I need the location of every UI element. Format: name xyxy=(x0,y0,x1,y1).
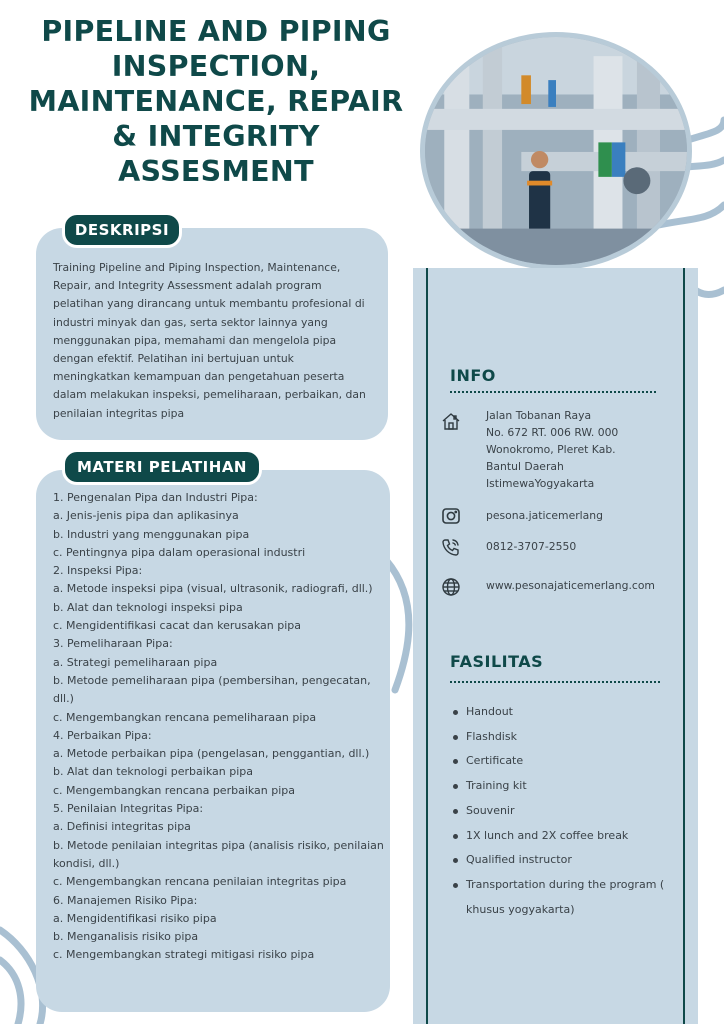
list-item: 2. Inspeksi Pipa: xyxy=(53,564,143,578)
materi-list xyxy=(53,489,389,965)
list-item: Certificate xyxy=(450,749,670,774)
list-item: a. Jenis-jenis pipa dan aplikasinya xyxy=(53,509,239,523)
deskripsi-text: Training Pipeline and Piping Inspection, Maintenance, Repair, and Integrity Assessment adalah program pelatihan yang dirancang untuk membantu profesional di industri minyak dan gas, serta sektor lainnya yang menggunakan pipa, memahami dan mengelola pipa dengan efektif. Pelatihan ini bertujuan untuk meningkatkan kemampuan dan pengetahuan peserta dalam melakukan inspeksi, pemeliharaan, perbaikan, dan penilaian integritas pipa xyxy=(53,261,366,420)
list-item: b. Alat dan teknologi perbaikan pipa xyxy=(53,765,253,779)
phone-icon xyxy=(440,536,462,558)
list-item: b. Metode pemeliharaan pipa (pembersihan, pengecatan, dll.) xyxy=(53,673,371,706)
list-item: Transportation during the program ( khusus yogyakarta) xyxy=(450,873,670,922)
list-item: 1X lunch and 2X coffee break xyxy=(450,824,670,849)
list-item: Flashdisk xyxy=(450,725,670,750)
list-item: c. Mengidentifikasi cacat dan kerusakan pipa xyxy=(53,619,301,633)
list-item: c. Mengembangkan rencana pemeliharaan pipa xyxy=(53,710,317,724)
list-item: 4. Perbaikan Pipa: xyxy=(53,728,152,742)
globe-icon xyxy=(440,576,462,598)
list-item: 5. Penilaian Integritas Pipa: xyxy=(53,802,204,816)
pipeline-photo xyxy=(420,32,692,270)
fasilitas-divider xyxy=(450,681,660,683)
website-link[interactable]: www.pesonajaticemerlang.com xyxy=(486,579,655,592)
list-item: c. Mengembangkan rencana penilaian integritas pipa xyxy=(53,875,347,889)
house-icon xyxy=(440,410,462,432)
address-line: Bantul Daerah xyxy=(486,460,564,473)
page-title: PIPELINE AND PIPING INSPECTION, MAINTENANCE, REPAIR & INTEGRITY ASSESMENT xyxy=(28,15,404,188)
list-item: 1. Pengenalan Pipa dan Industri Pipa: xyxy=(53,491,258,504)
phone-number[interactable]: 0812-3707-2550 xyxy=(486,540,577,553)
materi-label: MATERI PELATIHAN xyxy=(62,449,262,485)
list-item: c. Mengembangkan strategi mitigasi risiko pipa xyxy=(53,948,315,962)
instagram-handle[interactable]: pesona.jaticemerlang xyxy=(486,509,603,522)
address-line: Wonokromo, Pleret Kab. xyxy=(486,443,616,456)
list-item: a. Metode perbaikan pipa (pengelasan, penggantian, dll.) xyxy=(53,747,370,761)
camera-icon xyxy=(440,505,462,527)
address-text xyxy=(486,407,618,492)
list-item: a. Definisi integritas pipa xyxy=(53,820,191,834)
list-item: 3. Pemeliharaan Pipa: xyxy=(53,637,173,651)
fasilitas-list xyxy=(450,700,670,922)
list-item: Handout xyxy=(450,700,670,725)
list-item: 6. Manajemen Risiko Pipa: xyxy=(53,893,198,907)
list-item: b. Industri yang menggunakan pipa xyxy=(53,527,250,541)
list-item: b. Alat dan teknologi inspeksi pipa xyxy=(53,600,243,614)
panel-border-left xyxy=(426,268,428,1024)
list-item: c. Pentingnya pipa dalam operasional industri xyxy=(53,545,306,559)
list-item: b. Menganalisis risiko pipa xyxy=(53,930,199,944)
list-item: a. Mengidentifikasi risiko pipa xyxy=(53,911,217,925)
address-line: No. 672 RT. 006 RW. 000 xyxy=(486,426,619,439)
list-item: Qualified instructor xyxy=(450,848,670,873)
info-heading: INFO xyxy=(450,366,496,385)
fasilitas-heading: FASILITAS xyxy=(450,652,544,671)
address-line: Jalan Tobanan Raya xyxy=(486,409,592,422)
deskripsi-label: DESKRIPSI xyxy=(62,212,182,248)
info-divider xyxy=(450,391,656,393)
list-item: c. Mengembangkan rencana perbaikan pipa xyxy=(53,783,296,797)
list-item: a. Strategi pemeliharaan pipa xyxy=(53,655,218,669)
list-item: a. Metode inspeksi pipa (visual, ultrasonik, radiografi, dll.) xyxy=(53,582,373,596)
list-item: Souvenir xyxy=(450,799,670,824)
panel-border-right xyxy=(683,268,685,1024)
address-line: IstimewaYogyakarta xyxy=(486,477,595,490)
list-item: b. Metode penilaian integritas pipa (analisis risiko, penilaian kondisi, dll.) xyxy=(53,838,384,870)
list-item: Training kit xyxy=(450,774,670,799)
